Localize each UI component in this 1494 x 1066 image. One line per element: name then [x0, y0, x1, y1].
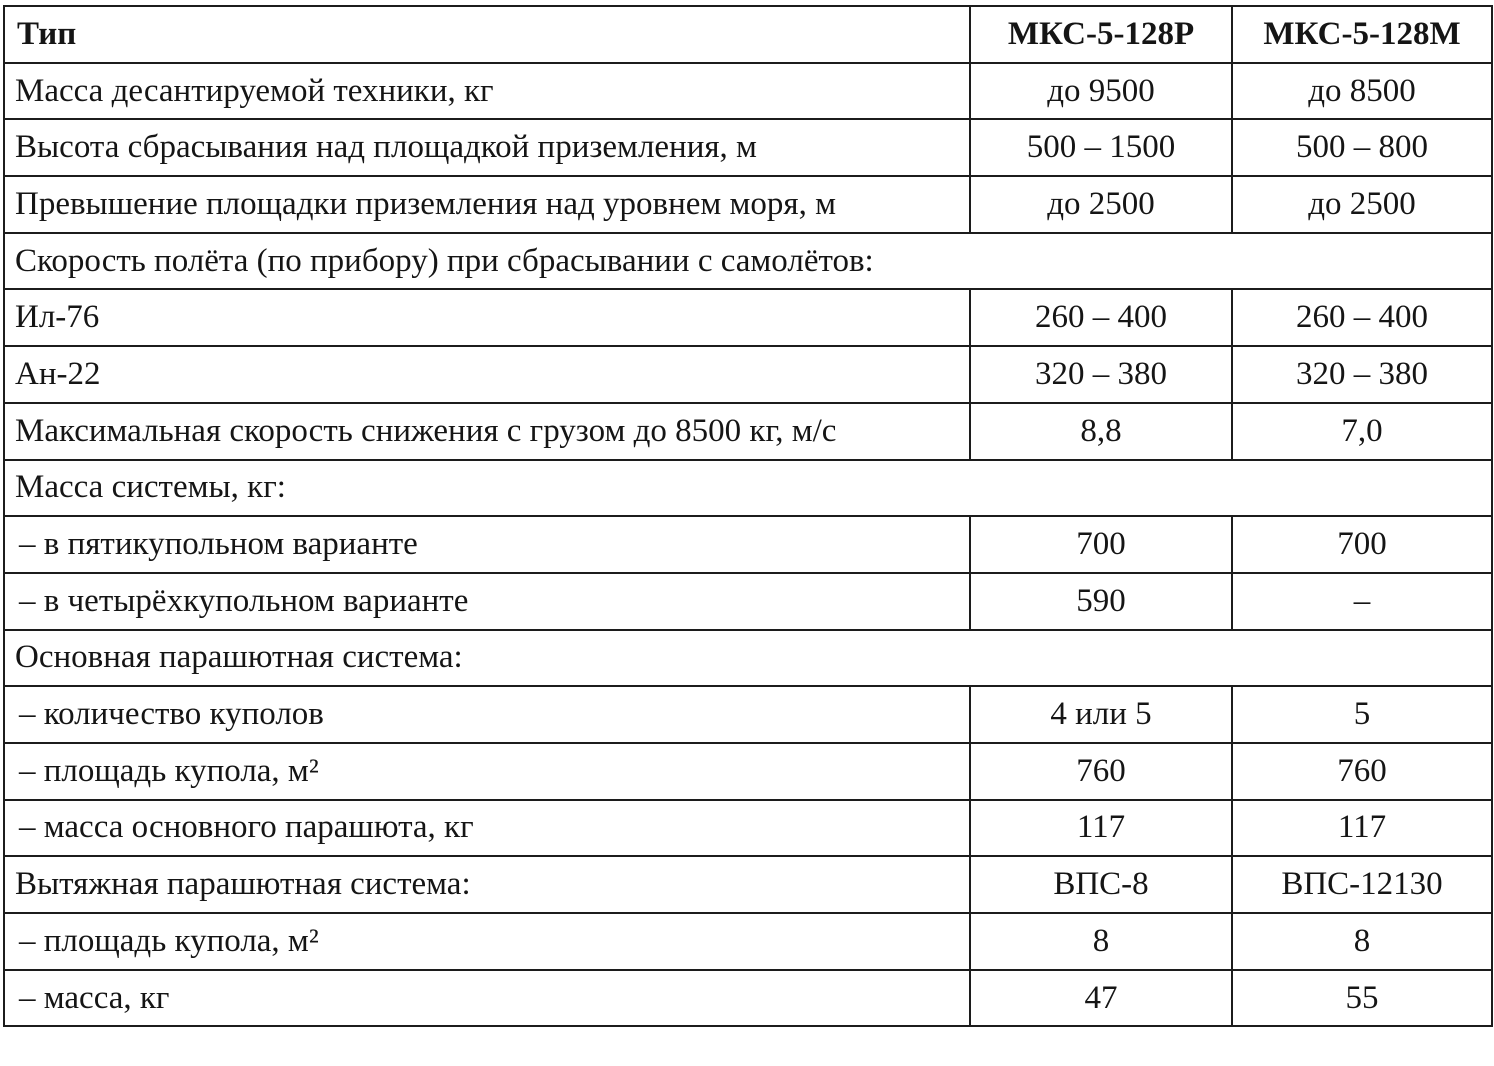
parameter-label: – количество куполов [4, 686, 970, 743]
table-row [4, 970, 1492, 1027]
value-mks-5-128r: 8 [970, 913, 1232, 970]
value-mks-5-128r: до 9500 [970, 63, 1232, 120]
value-mks-5-128r: 760 [970, 743, 1232, 800]
section-row [4, 233, 1492, 290]
table-row [4, 289, 1492, 346]
value-mks-5-128m: – [1232, 573, 1492, 630]
section-row [4, 460, 1492, 517]
value-mks-5-128r: 260 – 400 [970, 289, 1232, 346]
header-column-mks-5-128m: МКС-5-128М [1232, 6, 1492, 63]
table-row [4, 176, 1492, 233]
section-heading: Масса системы, кг: [4, 460, 1492, 517]
parameter-label: Превышение площадки приземления над уровнем моря, м [4, 176, 970, 233]
value-mks-5-128r: 500 – 1500 [970, 119, 1232, 176]
parameter-label: Масса десантируемой техники, кг [4, 63, 970, 120]
table-row [4, 686, 1492, 743]
value-mks-5-128m: 260 – 400 [1232, 289, 1492, 346]
value-mks-5-128m: ВПС-12130 [1232, 856, 1492, 913]
value-mks-5-128m: до 2500 [1232, 176, 1492, 233]
specification-table [3, 5, 1493, 1027]
parameter-label: Максимальная скорость снижения с грузом до 8500 кг, м/с [4, 403, 970, 460]
section-heading: Скорость полёта (по прибору) при сбрасывании с самолётов: [4, 233, 1492, 290]
value-mks-5-128m: 5 [1232, 686, 1492, 743]
header-column-mks-5-128r: МКС-5-128Р [970, 6, 1232, 63]
value-mks-5-128r: 700 [970, 516, 1232, 573]
parameter-label: Ил-76 [4, 289, 970, 346]
table-row [4, 63, 1492, 120]
value-mks-5-128r: 47 [970, 970, 1232, 1027]
parameter-label: – в пятикупольном варианте [4, 516, 970, 573]
parameter-label: Вытяжная парашютная система: [4, 856, 970, 913]
parameter-label: – масса основного парашюта, кг [4, 800, 970, 857]
table-row [4, 743, 1492, 800]
section-heading: Основная парашютная система: [4, 630, 1492, 687]
table-row [4, 403, 1492, 460]
value-mks-5-128m: до 8500 [1232, 63, 1492, 120]
value-mks-5-128r: 590 [970, 573, 1232, 630]
value-mks-5-128r: 4 или 5 [970, 686, 1232, 743]
parameter-label: Высота сбрасывания над площадкой приземления, м [4, 119, 970, 176]
value-mks-5-128r: 117 [970, 800, 1232, 857]
parameter-label: – масса, кг [4, 970, 970, 1027]
value-mks-5-128m: 8 [1232, 913, 1492, 970]
value-mks-5-128r: 8,8 [970, 403, 1232, 460]
value-mks-5-128r: 320 – 380 [970, 346, 1232, 403]
header-type-label: Тип [4, 6, 970, 63]
table-row [4, 800, 1492, 857]
value-mks-5-128m: 117 [1232, 800, 1492, 857]
value-mks-5-128m: 55 [1232, 970, 1492, 1027]
table-row [4, 856, 1492, 913]
value-mks-5-128m: 7,0 [1232, 403, 1492, 460]
table-row [4, 516, 1492, 573]
value-mks-5-128m: 500 – 800 [1232, 119, 1492, 176]
parameter-label: Ан-22 [4, 346, 970, 403]
parameter-label: – в четырёхкупольном варианте [4, 573, 970, 630]
parameter-label: – площадь купола, м² [4, 743, 970, 800]
value-mks-5-128r: ВПС-8 [970, 856, 1232, 913]
section-row [4, 630, 1492, 687]
table-row [4, 346, 1492, 403]
value-mks-5-128m: 700 [1232, 516, 1492, 573]
table-row [4, 913, 1492, 970]
table-row [4, 573, 1492, 630]
header-row [4, 6, 1492, 63]
value-mks-5-128m: 320 – 380 [1232, 346, 1492, 403]
table-row [4, 119, 1492, 176]
parameter-label: – площадь купола, м² [4, 913, 970, 970]
table-body [4, 63, 1492, 1027]
value-mks-5-128m: 760 [1232, 743, 1492, 800]
value-mks-5-128r: до 2500 [970, 176, 1232, 233]
